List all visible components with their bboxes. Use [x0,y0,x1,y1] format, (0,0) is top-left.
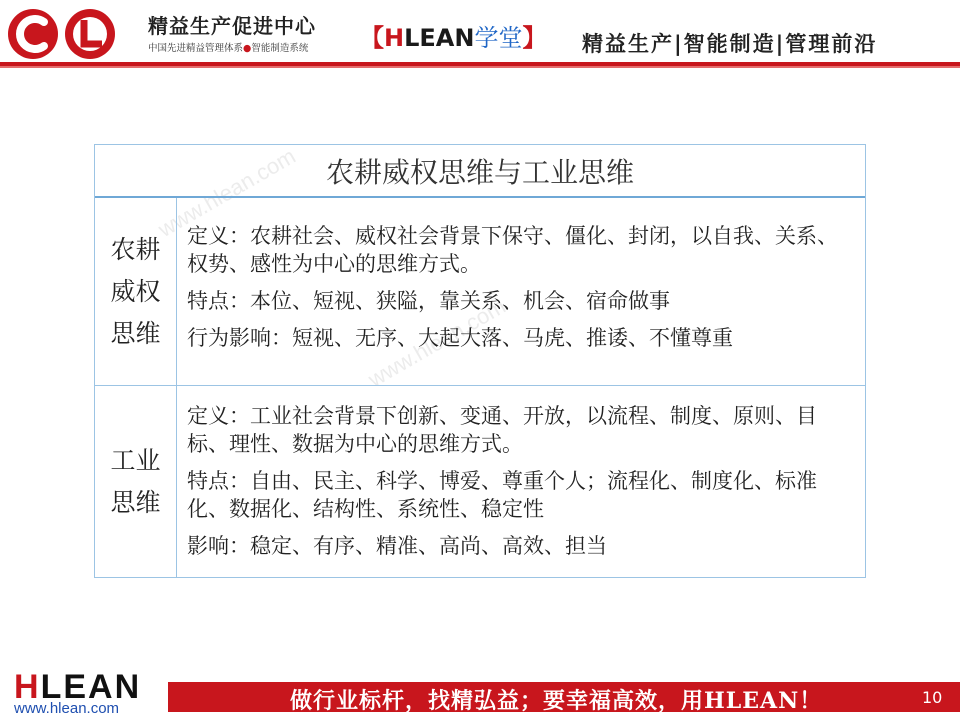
row-label-cell [95,386,177,577]
definition-text: 定义：工业社会背景下创新、变通、开放，以流程、制度、原则、目标、理性、数据为中心的思维方式。 [187,404,817,456]
features-text: 特点：自由、民主、科学、博爱、尊重个人；流程化、制度化、标准化、数据化、结构性、系统性、稳定性 [187,469,817,521]
table-row-agrarian [95,198,865,386]
impact-text: 影响：稳定、有序、精准、高尚、高效、担当 [187,534,607,558]
row-content [187,222,857,361]
header-slogan: 精益生产|智能制造|管理前沿 [582,32,878,56]
row-label-cell [95,198,177,385]
page-number: 10 [922,688,943,707]
footer-logo-h: H [14,668,41,706]
brand-h: H [384,24,405,52]
brand-cn: 学堂 [474,24,523,52]
org-subtitle-separator: ● [243,43,252,54]
company-logo-icon [6,6,134,62]
header-divider [0,62,960,68]
org-subtitle-a: 中国先进精益管理体系 [148,43,244,54]
definition-text: 定义：农耕社会、威权社会背景下保守、僵化、封闭，以自我、关系、权势、感性为中心的思维方式。 [187,224,838,276]
table-title: 农耕威权思维与工业思维 [95,145,865,198]
slide-header [0,0,960,70]
impact-text: 行为影响：短视、无序、大起大落、马虎、推诿、不懂尊重 [187,326,733,350]
brand-bracket-open: 【 [360,24,384,52]
row-label: 农耕威权思维 [110,234,161,348]
org-subtitle-b: 智能制造系统 [251,43,309,54]
footer-url-link[interactable]: www.hlean.com [14,700,120,717]
row-label: 工业思维 [110,445,161,517]
watermark-1: www.hlean.com [153,143,300,242]
org-subtitle [148,40,308,54]
org-name: 精益生产促进中心 [148,14,316,38]
brand-bracket-close: 】 [522,24,547,52]
row-content [187,402,857,569]
brand-lean: LEAN [404,24,475,52]
footer-slogan: 做行业标杆，找精弘益；要幸福高效，用HLEAN！ [290,688,823,714]
features-text: 特点：本位、短视、狭隘，靠关系、机会、宿命做事 [187,289,670,313]
footer-logo-rest: LEAN [40,668,142,706]
comparison-table [94,144,866,578]
brand-title [360,18,546,53]
table-row-industrial [95,386,865,577]
watermark-2: www.hlean.com [363,293,510,392]
